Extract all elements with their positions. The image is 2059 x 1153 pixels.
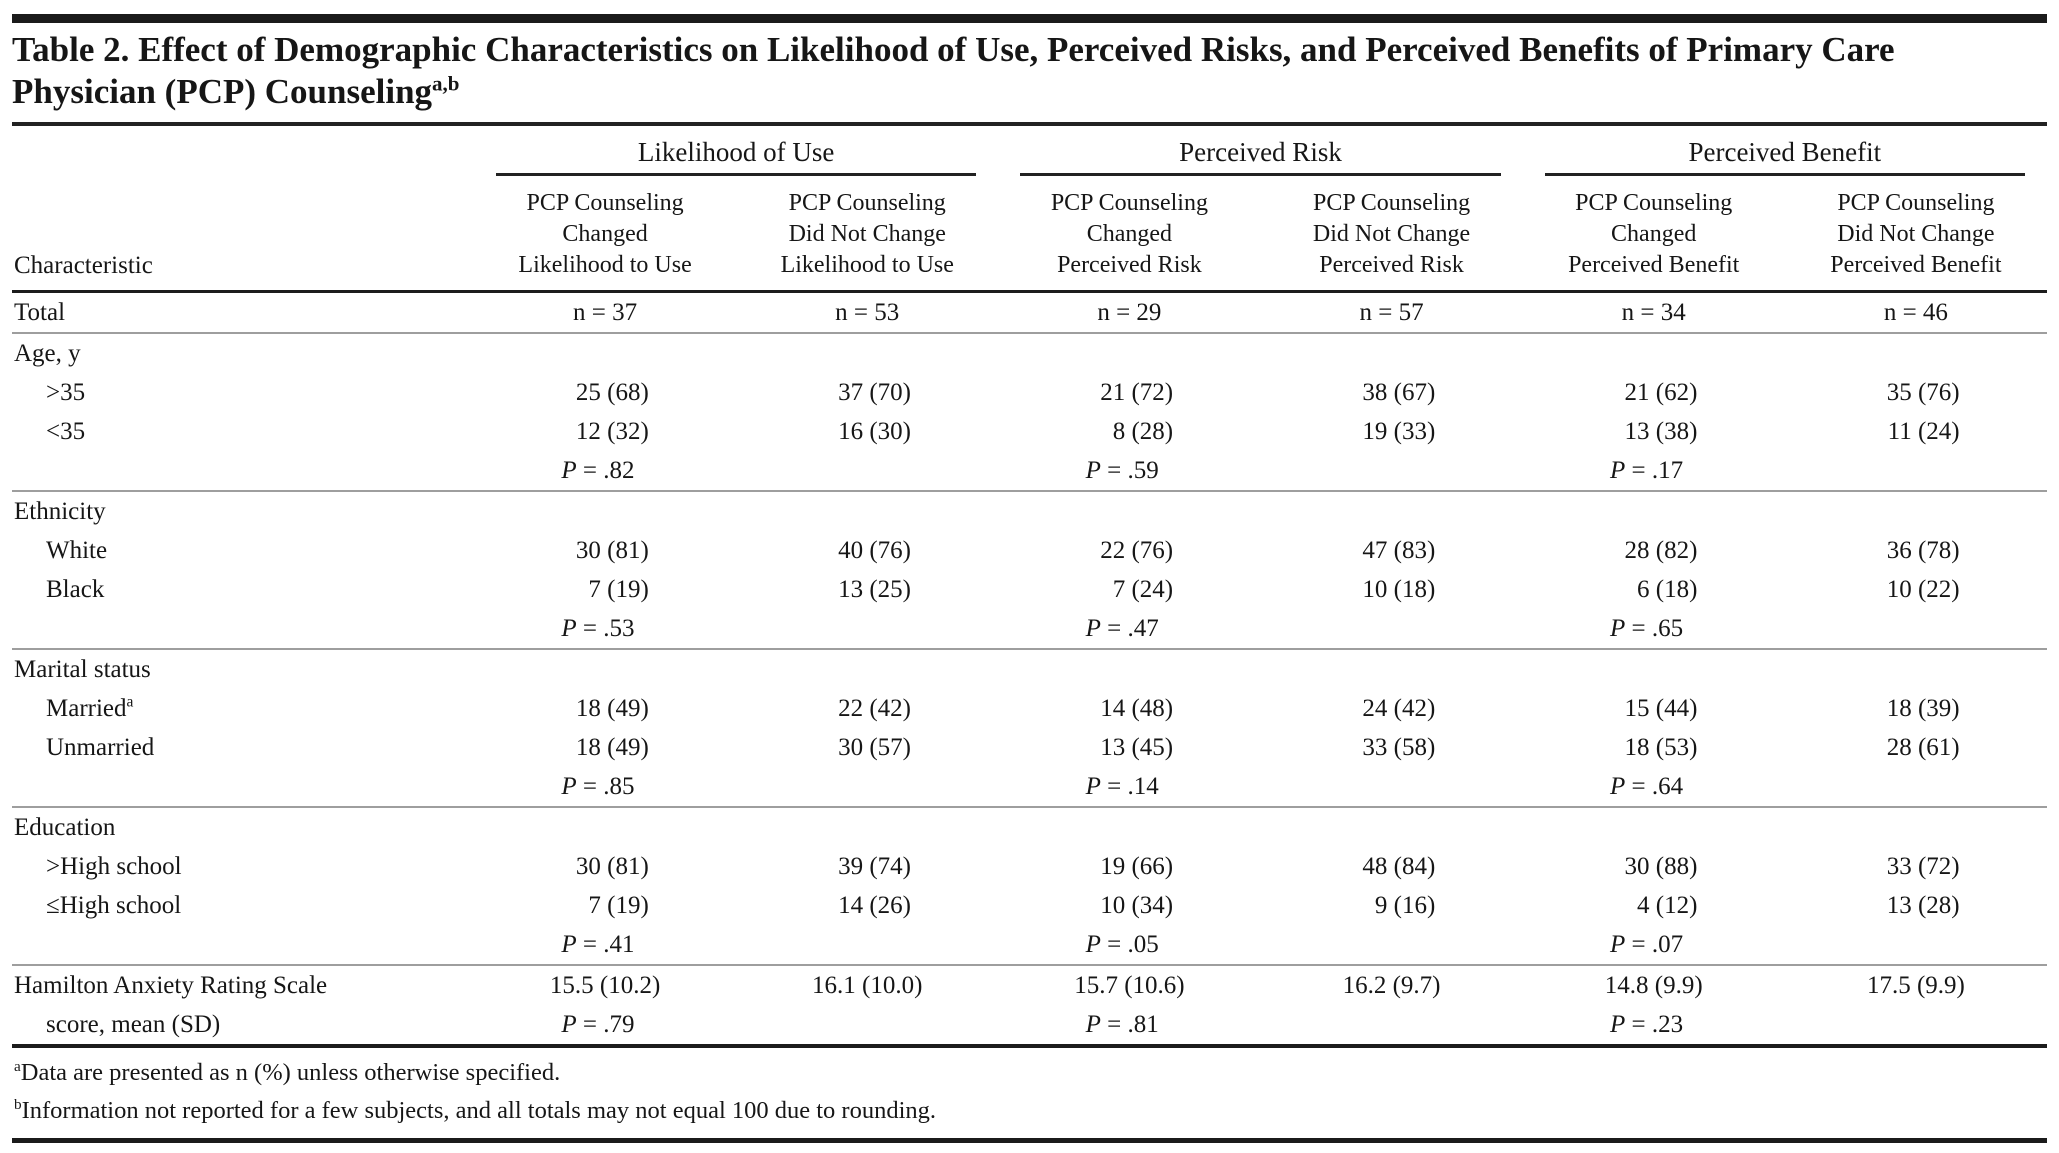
value-cell bbox=[1785, 847, 2047, 886]
cell-value: 21 (72) bbox=[1100, 379, 1174, 406]
table-title bbox=[12, 23, 2047, 126]
cell-value: 14.8 (9.9) bbox=[1604, 972, 1703, 999]
footnote-text: Data are presented as n (%) unless otherwise specified. bbox=[20, 1059, 561, 1086]
value-cell bbox=[736, 570, 998, 609]
column-header-line: PCP Counseling bbox=[1312, 190, 1471, 216]
value-cell bbox=[474, 412, 736, 451]
value-cell bbox=[474, 728, 736, 767]
group-header-label: Perceived Benefit bbox=[1545, 136, 2025, 176]
value-cell bbox=[998, 886, 1260, 925]
cell-value: 15.5 (10.2) bbox=[549, 972, 661, 999]
table-row bbox=[12, 373, 2047, 412]
group-header-row bbox=[12, 126, 2047, 176]
row-label: score, mean (SD) bbox=[12, 1005, 474, 1046]
p-value-cell bbox=[1523, 767, 1785, 807]
cell-value: 9 (16) bbox=[1374, 892, 1436, 919]
value-cell bbox=[736, 847, 998, 886]
footnotes bbox=[12, 1048, 2047, 1138]
table-row bbox=[12, 570, 2047, 609]
characteristic-header: Characteristic bbox=[12, 176, 474, 292]
demographics-table bbox=[12, 126, 2047, 1048]
cell-value: 18 (49) bbox=[575, 695, 649, 722]
row-label: White bbox=[46, 537, 108, 564]
n-cell bbox=[1260, 292, 1522, 334]
section-label-row bbox=[12, 333, 2047, 373]
value-cell bbox=[998, 965, 1260, 1005]
p-value-row bbox=[12, 609, 2047, 649]
cell-value: 30 (81) bbox=[575, 537, 649, 564]
value-cell bbox=[998, 847, 1260, 886]
footnote-text: Information not reported for a few subjects, and all totals may not equal 100 due to rounding. bbox=[21, 1097, 937, 1124]
cell-value: 4 (12) bbox=[1637, 892, 1698, 919]
table-title-text: Table 2. Effect of Demographic Characteristics on Likelihood of Use, Perceived Risks, and Perceived Benefits of Primary Care Physician (PCP) Counseling bbox=[12, 30, 1895, 111]
column-header bbox=[1260, 176, 1522, 292]
cell-value: 10 (18) bbox=[1362, 576, 1436, 603]
p-value-cell bbox=[1523, 1005, 1785, 1046]
p-value-row bbox=[12, 767, 2047, 807]
value-cell bbox=[736, 531, 998, 570]
cell-value: 19 (66) bbox=[1100, 853, 1174, 880]
column-header bbox=[474, 176, 736, 292]
value-cell bbox=[474, 965, 736, 1005]
value-cell bbox=[1785, 689, 2047, 728]
p-value: P = .85 bbox=[561, 773, 635, 800]
p-value-cell bbox=[1260, 609, 1522, 649]
value-cell bbox=[998, 531, 1260, 570]
column-header-line: Did Not Change bbox=[1837, 221, 1995, 247]
cell-value: 16 (30) bbox=[838, 418, 911, 445]
row-label bbox=[12, 925, 474, 965]
p-value-cell bbox=[1260, 451, 1522, 491]
p-value-cell bbox=[1260, 767, 1522, 807]
p-value-cell bbox=[736, 451, 998, 491]
value-cell bbox=[1785, 412, 2047, 451]
section-label: Age, y bbox=[14, 340, 81, 367]
column-header-line: Likelihood to Use bbox=[780, 252, 954, 278]
value-cell bbox=[474, 373, 736, 412]
value-cell bbox=[998, 570, 1260, 609]
value-cell bbox=[736, 728, 998, 767]
table-row bbox=[12, 412, 2047, 451]
value-cell bbox=[1260, 847, 1522, 886]
section-label: Ethnicity bbox=[14, 498, 106, 525]
column-header-line: Changed bbox=[1611, 221, 1697, 247]
p-value-cell bbox=[1785, 451, 2047, 491]
cell-value: 16.1 (10.0) bbox=[812, 972, 923, 999]
cell-value: 30 (57) bbox=[838, 734, 911, 761]
p-value-cell bbox=[474, 609, 736, 649]
column-header-line: PCP Counseling bbox=[526, 190, 684, 216]
cell-value: 39 (74) bbox=[838, 853, 911, 880]
p-value-cell bbox=[474, 767, 736, 807]
cell-value: 14 (26) bbox=[838, 892, 911, 919]
p-value-cell bbox=[1785, 1005, 2047, 1046]
cell-value: 6 (18) bbox=[1637, 576, 1698, 603]
table-row bbox=[12, 886, 2047, 925]
row-label: >High school bbox=[46, 853, 182, 880]
column-header-line: PCP Counseling bbox=[1837, 190, 1995, 216]
value-cell bbox=[1523, 689, 1785, 728]
value-cell bbox=[1523, 373, 1785, 412]
n-value: n = 53 bbox=[835, 299, 900, 326]
cell-value: 22 (42) bbox=[838, 695, 911, 722]
value-cell bbox=[736, 689, 998, 728]
cell-value: 25 (68) bbox=[575, 379, 649, 406]
cell-value: 18 (53) bbox=[1624, 734, 1698, 761]
value-cell bbox=[1785, 965, 2047, 1005]
value-cell bbox=[1260, 570, 1522, 609]
value-cell bbox=[1785, 531, 2047, 570]
footnote-marker: b bbox=[14, 1095, 22, 1113]
value-cell bbox=[998, 728, 1260, 767]
value-cell bbox=[1785, 373, 2047, 412]
value-cell bbox=[1260, 689, 1522, 728]
p-value-cell bbox=[1260, 925, 1522, 965]
row-label: Black bbox=[46, 576, 105, 603]
value-cell bbox=[998, 373, 1260, 412]
p-value: P = .47 bbox=[1085, 615, 1159, 642]
table-row bbox=[12, 689, 2047, 728]
value-cell bbox=[474, 886, 736, 925]
cell-value: 24 (42) bbox=[1362, 695, 1436, 722]
row-label bbox=[12, 451, 474, 491]
cell-value: 37 (70) bbox=[838, 379, 911, 406]
p-value-cell bbox=[1260, 1005, 1522, 1046]
value-cell bbox=[736, 965, 998, 1005]
column-header-line: PCP Counseling bbox=[788, 190, 946, 216]
column-header-line: Changed bbox=[1086, 221, 1173, 247]
cell-value: 11 (24) bbox=[1887, 418, 1960, 445]
bottom-rule bbox=[12, 1138, 2047, 1143]
table-row bbox=[12, 965, 2047, 1005]
column-header-line: Did Not Change bbox=[1312, 221, 1471, 247]
cell-value: 12 (32) bbox=[575, 418, 649, 445]
group-header-benefit bbox=[1523, 126, 2047, 176]
p-value: P = .17 bbox=[1609, 457, 1684, 484]
column-header-line: PCP Counseling bbox=[1050, 190, 1208, 216]
column-header bbox=[998, 176, 1260, 292]
cell-value: 17.5 (9.9) bbox=[1866, 972, 1965, 999]
cell-value: 47 (83) bbox=[1362, 537, 1436, 564]
p-value-cell bbox=[736, 925, 998, 965]
value-cell bbox=[1260, 965, 1522, 1005]
n-cell bbox=[998, 292, 1260, 334]
value-cell bbox=[998, 412, 1260, 451]
p-value-cell bbox=[474, 1005, 736, 1046]
p-value: P = .23 bbox=[1609, 1011, 1684, 1038]
p-value-cell bbox=[1785, 609, 2047, 649]
p-value: P = .05 bbox=[1085, 931, 1159, 958]
value-cell bbox=[1523, 570, 1785, 609]
table-row bbox=[12, 728, 2047, 767]
p-value-row bbox=[12, 1005, 2047, 1046]
cell-value: 8 (28) bbox=[1112, 418, 1174, 445]
p-value: P = .59 bbox=[1085, 457, 1159, 484]
p-value-cell bbox=[736, 1005, 998, 1046]
top-rule bbox=[12, 14, 2047, 23]
p-value: P = .64 bbox=[1609, 773, 1684, 800]
footnote-marker: a bbox=[126, 693, 134, 711]
table-body bbox=[12, 292, 2047, 1047]
p-value-cell bbox=[1523, 609, 1785, 649]
footnote-b bbox=[14, 1092, 2047, 1130]
value-cell bbox=[1260, 373, 1522, 412]
group-header-label: Perceived Risk bbox=[1020, 136, 1500, 176]
column-header bbox=[1523, 176, 1785, 292]
row-label: Unmarried bbox=[46, 734, 155, 761]
table-row bbox=[12, 847, 2047, 886]
cell-value: 36 (78) bbox=[1886, 537, 1960, 564]
group-header-risk bbox=[998, 126, 1522, 176]
section-label: Education bbox=[14, 814, 116, 841]
n-value: n = 46 bbox=[1883, 299, 1948, 326]
footnote-a bbox=[14, 1054, 2047, 1092]
p-value-cell bbox=[736, 767, 998, 807]
row-label: >35 bbox=[46, 379, 86, 406]
value-cell bbox=[1523, 531, 1785, 570]
p-value-cell bbox=[1785, 925, 2047, 965]
cell-value: 30 (88) bbox=[1624, 853, 1698, 880]
p-value-cell bbox=[998, 925, 1260, 965]
p-value: P = .53 bbox=[561, 615, 635, 642]
column-header-line: PCP Counseling bbox=[1575, 190, 1733, 216]
cell-value: 38 (67) bbox=[1362, 379, 1436, 406]
value-cell bbox=[1260, 886, 1522, 925]
cell-value: 33 (58) bbox=[1362, 734, 1436, 761]
cell-value: 13 (38) bbox=[1624, 418, 1698, 445]
section-label-row bbox=[12, 649, 2047, 689]
p-value: P = .82 bbox=[561, 457, 635, 484]
cell-value: 48 (84) bbox=[1362, 853, 1436, 880]
row-label: Hamilton Anxiety Rating Scale bbox=[14, 972, 328, 999]
value-cell bbox=[474, 689, 736, 728]
n-cell bbox=[474, 292, 736, 334]
p-value: P = .65 bbox=[1609, 615, 1684, 642]
n-cell bbox=[1785, 292, 2047, 334]
n-value: n = 57 bbox=[1359, 299, 1424, 326]
p-value-cell bbox=[1523, 925, 1785, 965]
n-value: n = 37 bbox=[573, 299, 638, 326]
footnote-marker: a bbox=[14, 1057, 21, 1075]
cell-value: 35 (76) bbox=[1886, 379, 1960, 406]
cell-value: 7 (24) bbox=[1112, 576, 1174, 603]
value-cell bbox=[1785, 570, 2047, 609]
p-value-cell bbox=[998, 609, 1260, 649]
table-row bbox=[12, 531, 2047, 570]
column-header bbox=[736, 176, 998, 292]
cell-value: 18 (39) bbox=[1886, 695, 1960, 722]
n-value: n = 34 bbox=[1621, 299, 1686, 326]
value-cell bbox=[1260, 412, 1522, 451]
row-label bbox=[12, 767, 474, 807]
cell-value: 13 (28) bbox=[1886, 892, 1960, 919]
p-value-cell bbox=[998, 1005, 1260, 1046]
value-cell bbox=[1260, 728, 1522, 767]
cell-value: 15.7 (10.6) bbox=[1074, 972, 1185, 999]
value-cell bbox=[474, 570, 736, 609]
table-header bbox=[12, 126, 2047, 292]
column-header-line: Perceived Benefit bbox=[1568, 252, 1740, 278]
row-label: ≤High school bbox=[46, 892, 182, 919]
n-value: n = 29 bbox=[1097, 299, 1162, 326]
cell-value: 13 (25) bbox=[838, 576, 911, 603]
p-value: P = .14 bbox=[1085, 773, 1159, 800]
value-cell bbox=[1523, 412, 1785, 451]
column-header-line: Did Not Change bbox=[788, 221, 946, 247]
group-header-label: Likelihood of Use bbox=[496, 136, 976, 176]
section-label-row bbox=[12, 491, 2047, 531]
column-header-line: Likelihood to Use bbox=[518, 252, 692, 278]
column-header-line: Perceived Risk bbox=[1319, 252, 1464, 278]
column-header bbox=[1785, 176, 2047, 292]
value-cell bbox=[1523, 965, 1785, 1005]
p-value: P = .07 bbox=[1609, 931, 1684, 958]
cell-value: 33 (72) bbox=[1886, 853, 1960, 880]
p-value-row bbox=[12, 451, 2047, 491]
cell-value: 15 (44) bbox=[1624, 695, 1698, 722]
cell-value: 40 (76) bbox=[838, 537, 911, 564]
cell-value: 28 (61) bbox=[1886, 734, 1960, 761]
row-label bbox=[12, 609, 474, 649]
value-cell bbox=[736, 412, 998, 451]
table-title-footnote-markers: a,b bbox=[432, 71, 460, 96]
column-header-line: Changed bbox=[562, 221, 648, 247]
p-value-cell bbox=[998, 767, 1260, 807]
value-cell bbox=[474, 531, 736, 570]
value-cell bbox=[1785, 728, 2047, 767]
p-value-cell bbox=[474, 451, 736, 491]
section-label-row bbox=[12, 807, 2047, 847]
column-header-line: Perceived Benefit bbox=[1830, 252, 2002, 278]
value-cell bbox=[1523, 728, 1785, 767]
cell-value: 22 (76) bbox=[1100, 537, 1174, 564]
value-cell bbox=[1785, 886, 2047, 925]
value-cell bbox=[998, 689, 1260, 728]
value-cell bbox=[1260, 531, 1522, 570]
p-value-row bbox=[12, 925, 2047, 965]
column-header-line: Perceived Risk bbox=[1057, 252, 1202, 278]
p-value: P = .79 bbox=[561, 1011, 635, 1038]
value-cell bbox=[1523, 847, 1785, 886]
value-cell bbox=[736, 886, 998, 925]
cell-value: 30 (81) bbox=[575, 853, 649, 880]
p-value: P = .81 bbox=[1085, 1011, 1159, 1038]
section-label: Marital status bbox=[14, 656, 151, 683]
p-value-cell bbox=[998, 451, 1260, 491]
cell-value: 19 (33) bbox=[1362, 418, 1436, 445]
cell-value: 14 (48) bbox=[1100, 695, 1174, 722]
p-value-cell bbox=[1785, 767, 2047, 807]
group-header-spacer bbox=[12, 126, 474, 176]
cell-value: 16.2 (9.7) bbox=[1342, 972, 1441, 999]
cell-value: 18 (49) bbox=[575, 734, 649, 761]
row-label: Total bbox=[12, 292, 474, 334]
cell-value: 10 (22) bbox=[1886, 576, 1960, 603]
value-cell bbox=[474, 847, 736, 886]
cell-value: 28 (82) bbox=[1624, 537, 1698, 564]
p-value-cell bbox=[474, 925, 736, 965]
row-label: Married$^a$ bbox=[46, 693, 134, 722]
value-cell bbox=[736, 373, 998, 412]
cell-value: 21 (62) bbox=[1624, 379, 1698, 406]
n-cell bbox=[736, 292, 998, 334]
group-header-likelihood bbox=[474, 126, 998, 176]
cell-value: 7 (19) bbox=[588, 892, 649, 919]
n-cell bbox=[1523, 292, 1785, 334]
cell-value: 10 (34) bbox=[1100, 892, 1174, 919]
total-row bbox=[12, 292, 2047, 334]
row-label: <35 bbox=[46, 418, 86, 445]
column-header-row bbox=[12, 176, 2047, 292]
value-cell bbox=[1523, 886, 1785, 925]
cell-value: 7 (19) bbox=[588, 576, 649, 603]
p-value-cell bbox=[736, 609, 998, 649]
cell-value: 13 (45) bbox=[1100, 734, 1174, 761]
p-value-cell bbox=[1523, 451, 1785, 491]
p-value: P = .41 bbox=[561, 931, 635, 958]
